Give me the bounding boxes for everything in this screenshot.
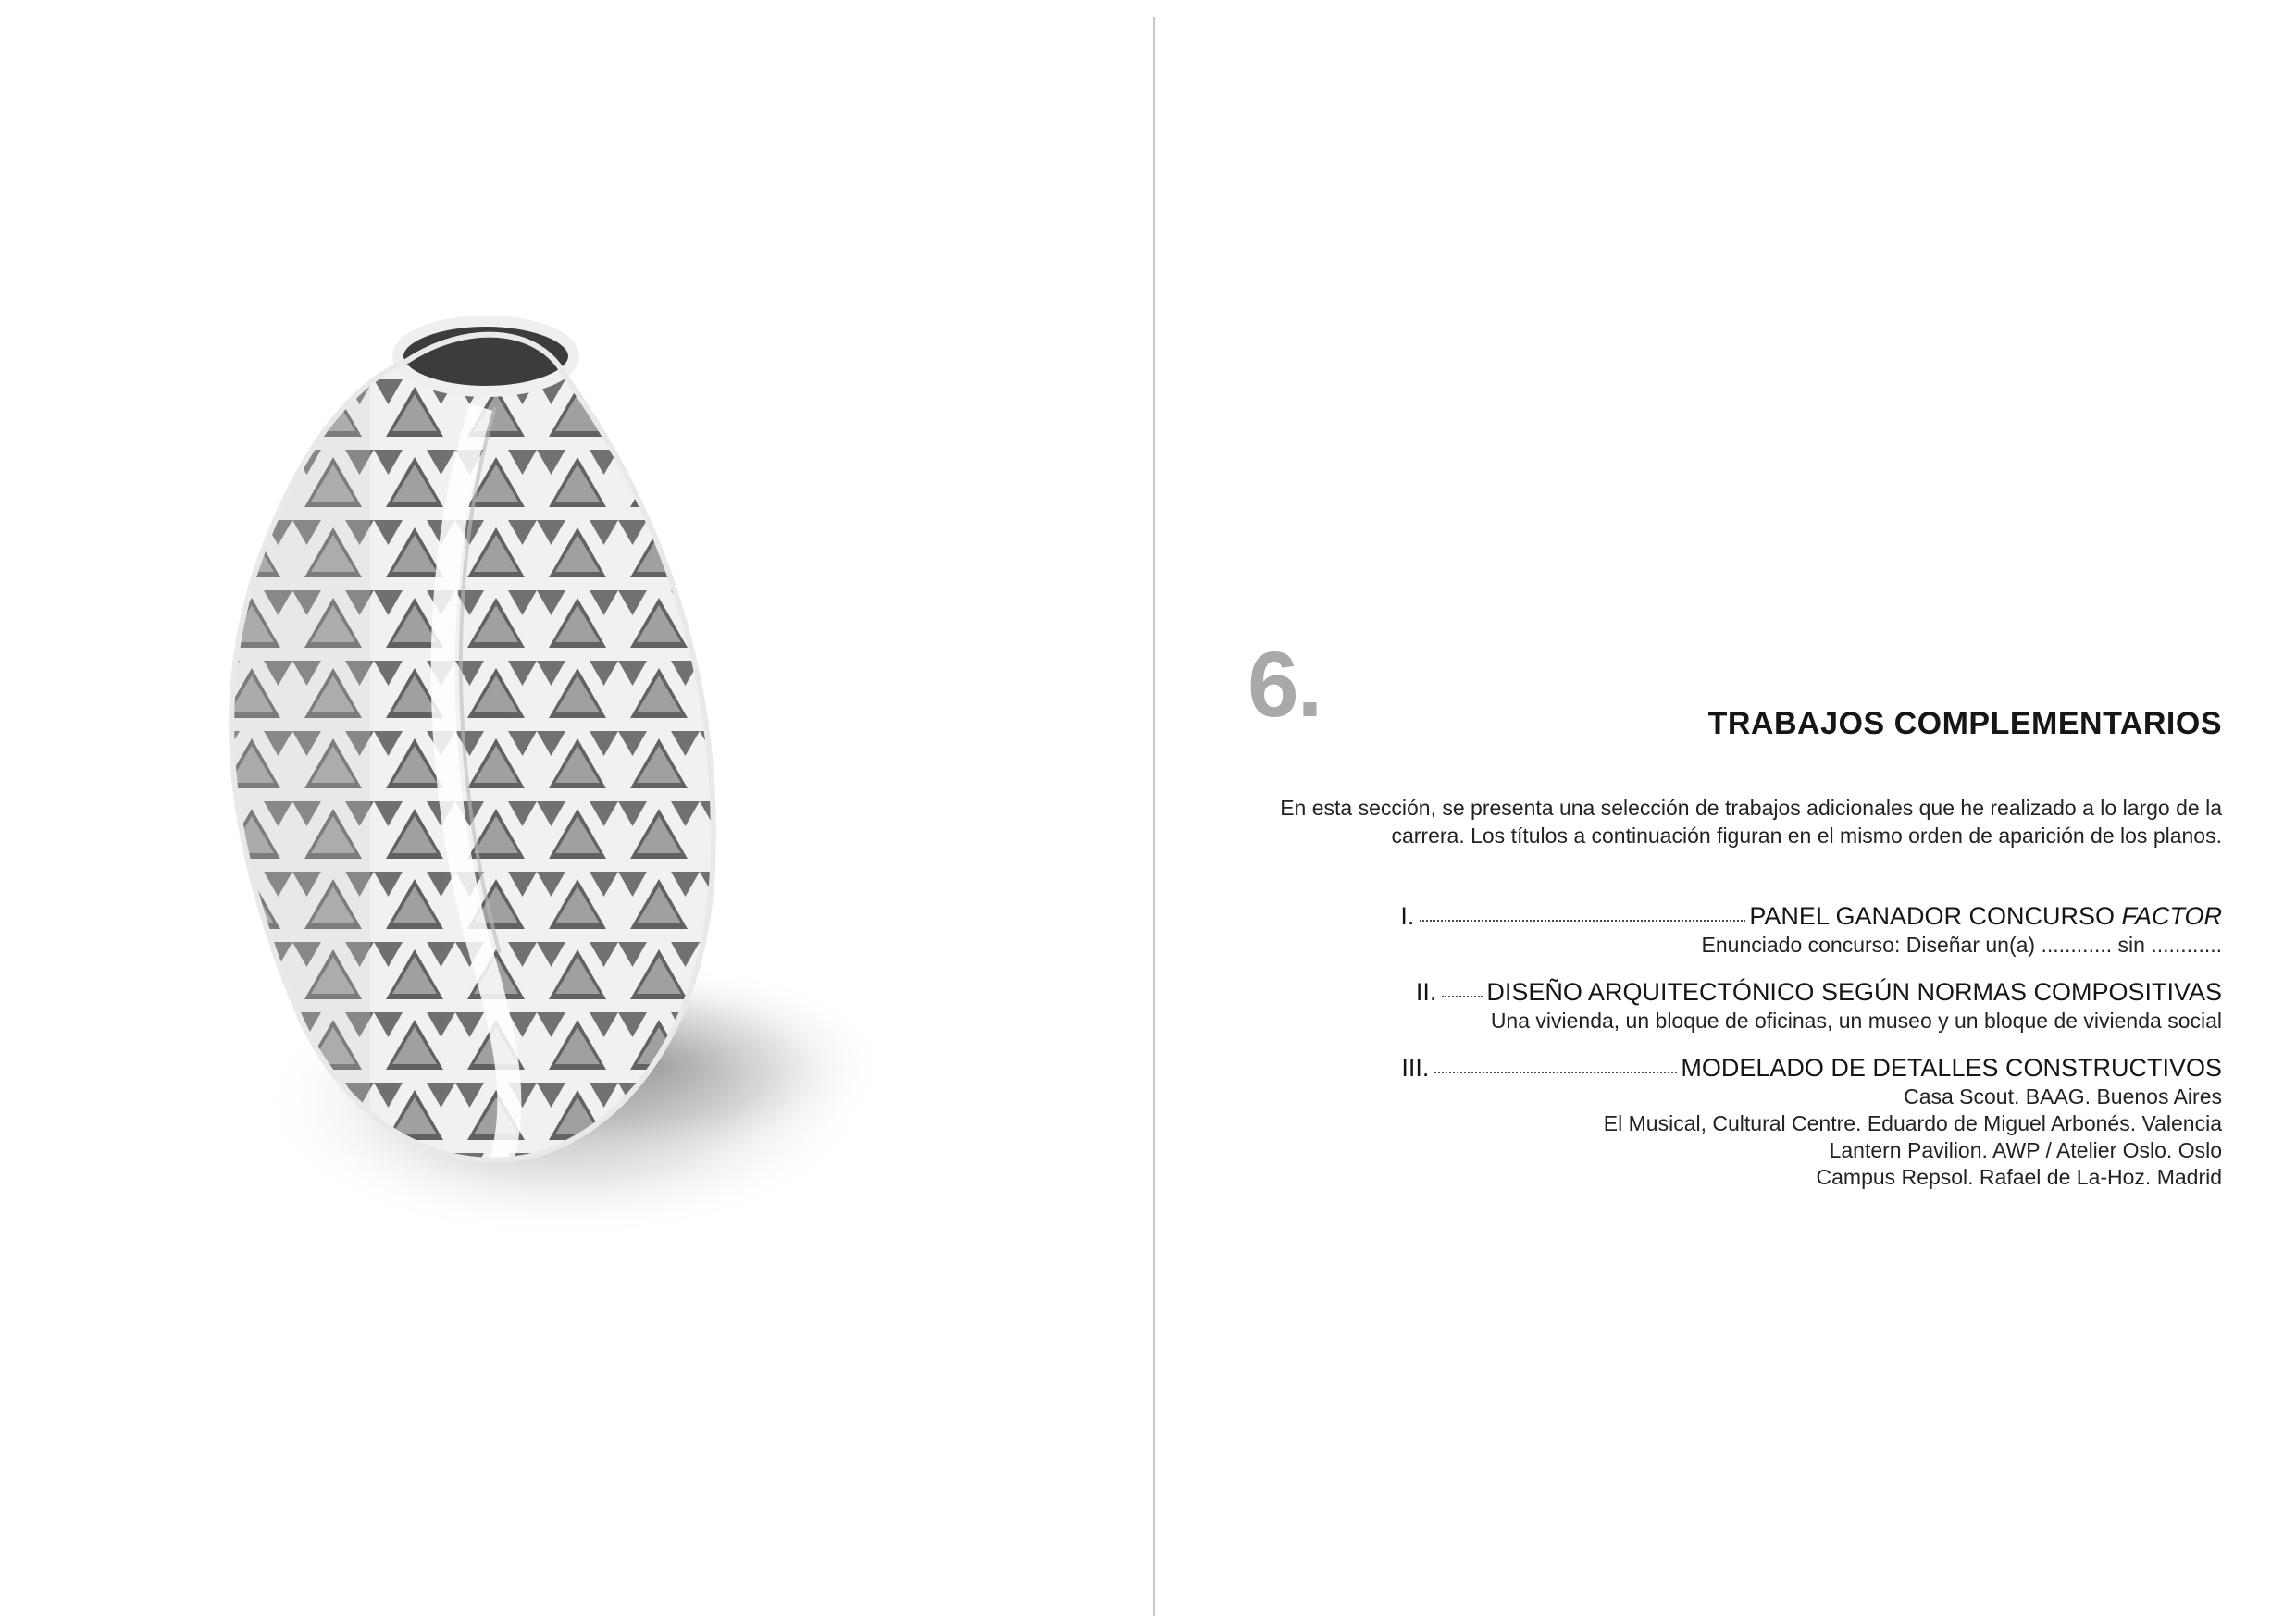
- intro-line: carrera. Los títulos a continuación figuran en el mismo orden de aparición de los planos.: [1391, 824, 2222, 848]
- list-item-subtitle: Casa Scout. BAAG. Buenos Aires: [1904, 1084, 2222, 1109]
- list-item: [1334, 900, 2222, 959]
- page-divider: [1153, 17, 1155, 1616]
- list-item-heading: [1334, 900, 2222, 932]
- list-item-subtitle: Enunciado concurso: Diseñar un(a) ............ sin ............: [1701, 933, 2222, 957]
- list-item-heading: [1334, 976, 2222, 1008]
- list-item-subtitle: El Musical, Cultural Centre. Eduardo de Miguel Arbonés. Valencia: [1603, 1111, 2222, 1135]
- chapter-number: 6.: [1247, 633, 1322, 737]
- list-item-heading: [1334, 1052, 2222, 1084]
- list-item-title: DISEÑO ARQUITECTÓNICO SEGÚN NORMAS COMPOSITIVAS: [1486, 978, 2222, 1006]
- contents-list: [1334, 900, 2222, 1208]
- intro-line: En esta sección, se presenta una selección de trabajos adicionales que he realizado a lo largo de la: [1280, 796, 2222, 820]
- list-item-numeral: II.: [1415, 978, 1437, 1006]
- list-item: [1334, 976, 2222, 1035]
- list-item-numeral: III.: [1401, 1054, 1430, 1082]
- right-page: [1157, 0, 2296, 1623]
- dot-leader: [1420, 916, 1745, 922]
- chapter-title: TRABAJOS COMPLEMENTARIOS: [1707, 706, 2222, 741]
- list-item-subtitle: Campus Repsol. Rafael de La-Hoz. Madrid: [1816, 1165, 2222, 1189]
- list-item-title: PANEL GANADOR CONCURSO FACTOR: [1749, 902, 2222, 930]
- intro-paragraph: [1260, 794, 2222, 849]
- lattice-vase-image: [130, 305, 1148, 1379]
- list-item-numeral: I.: [1400, 902, 1415, 930]
- list-item-title: MODELADO DE DETALLES CONSTRUCTIVOS: [1681, 1054, 2222, 1082]
- list-item: [1334, 1052, 2222, 1191]
- list-item-subtitle: Una vivienda, un bloque de oficinas, un museo y un bloque de vivienda social: [1490, 1009, 2222, 1033]
- dot-leader: [1442, 992, 1483, 997]
- dot-leader: [1434, 1068, 1677, 1073]
- list-item-subtitle: Lantern Pavilion. AWP / Atelier Oslo. Oslo: [1829, 1138, 2222, 1162]
